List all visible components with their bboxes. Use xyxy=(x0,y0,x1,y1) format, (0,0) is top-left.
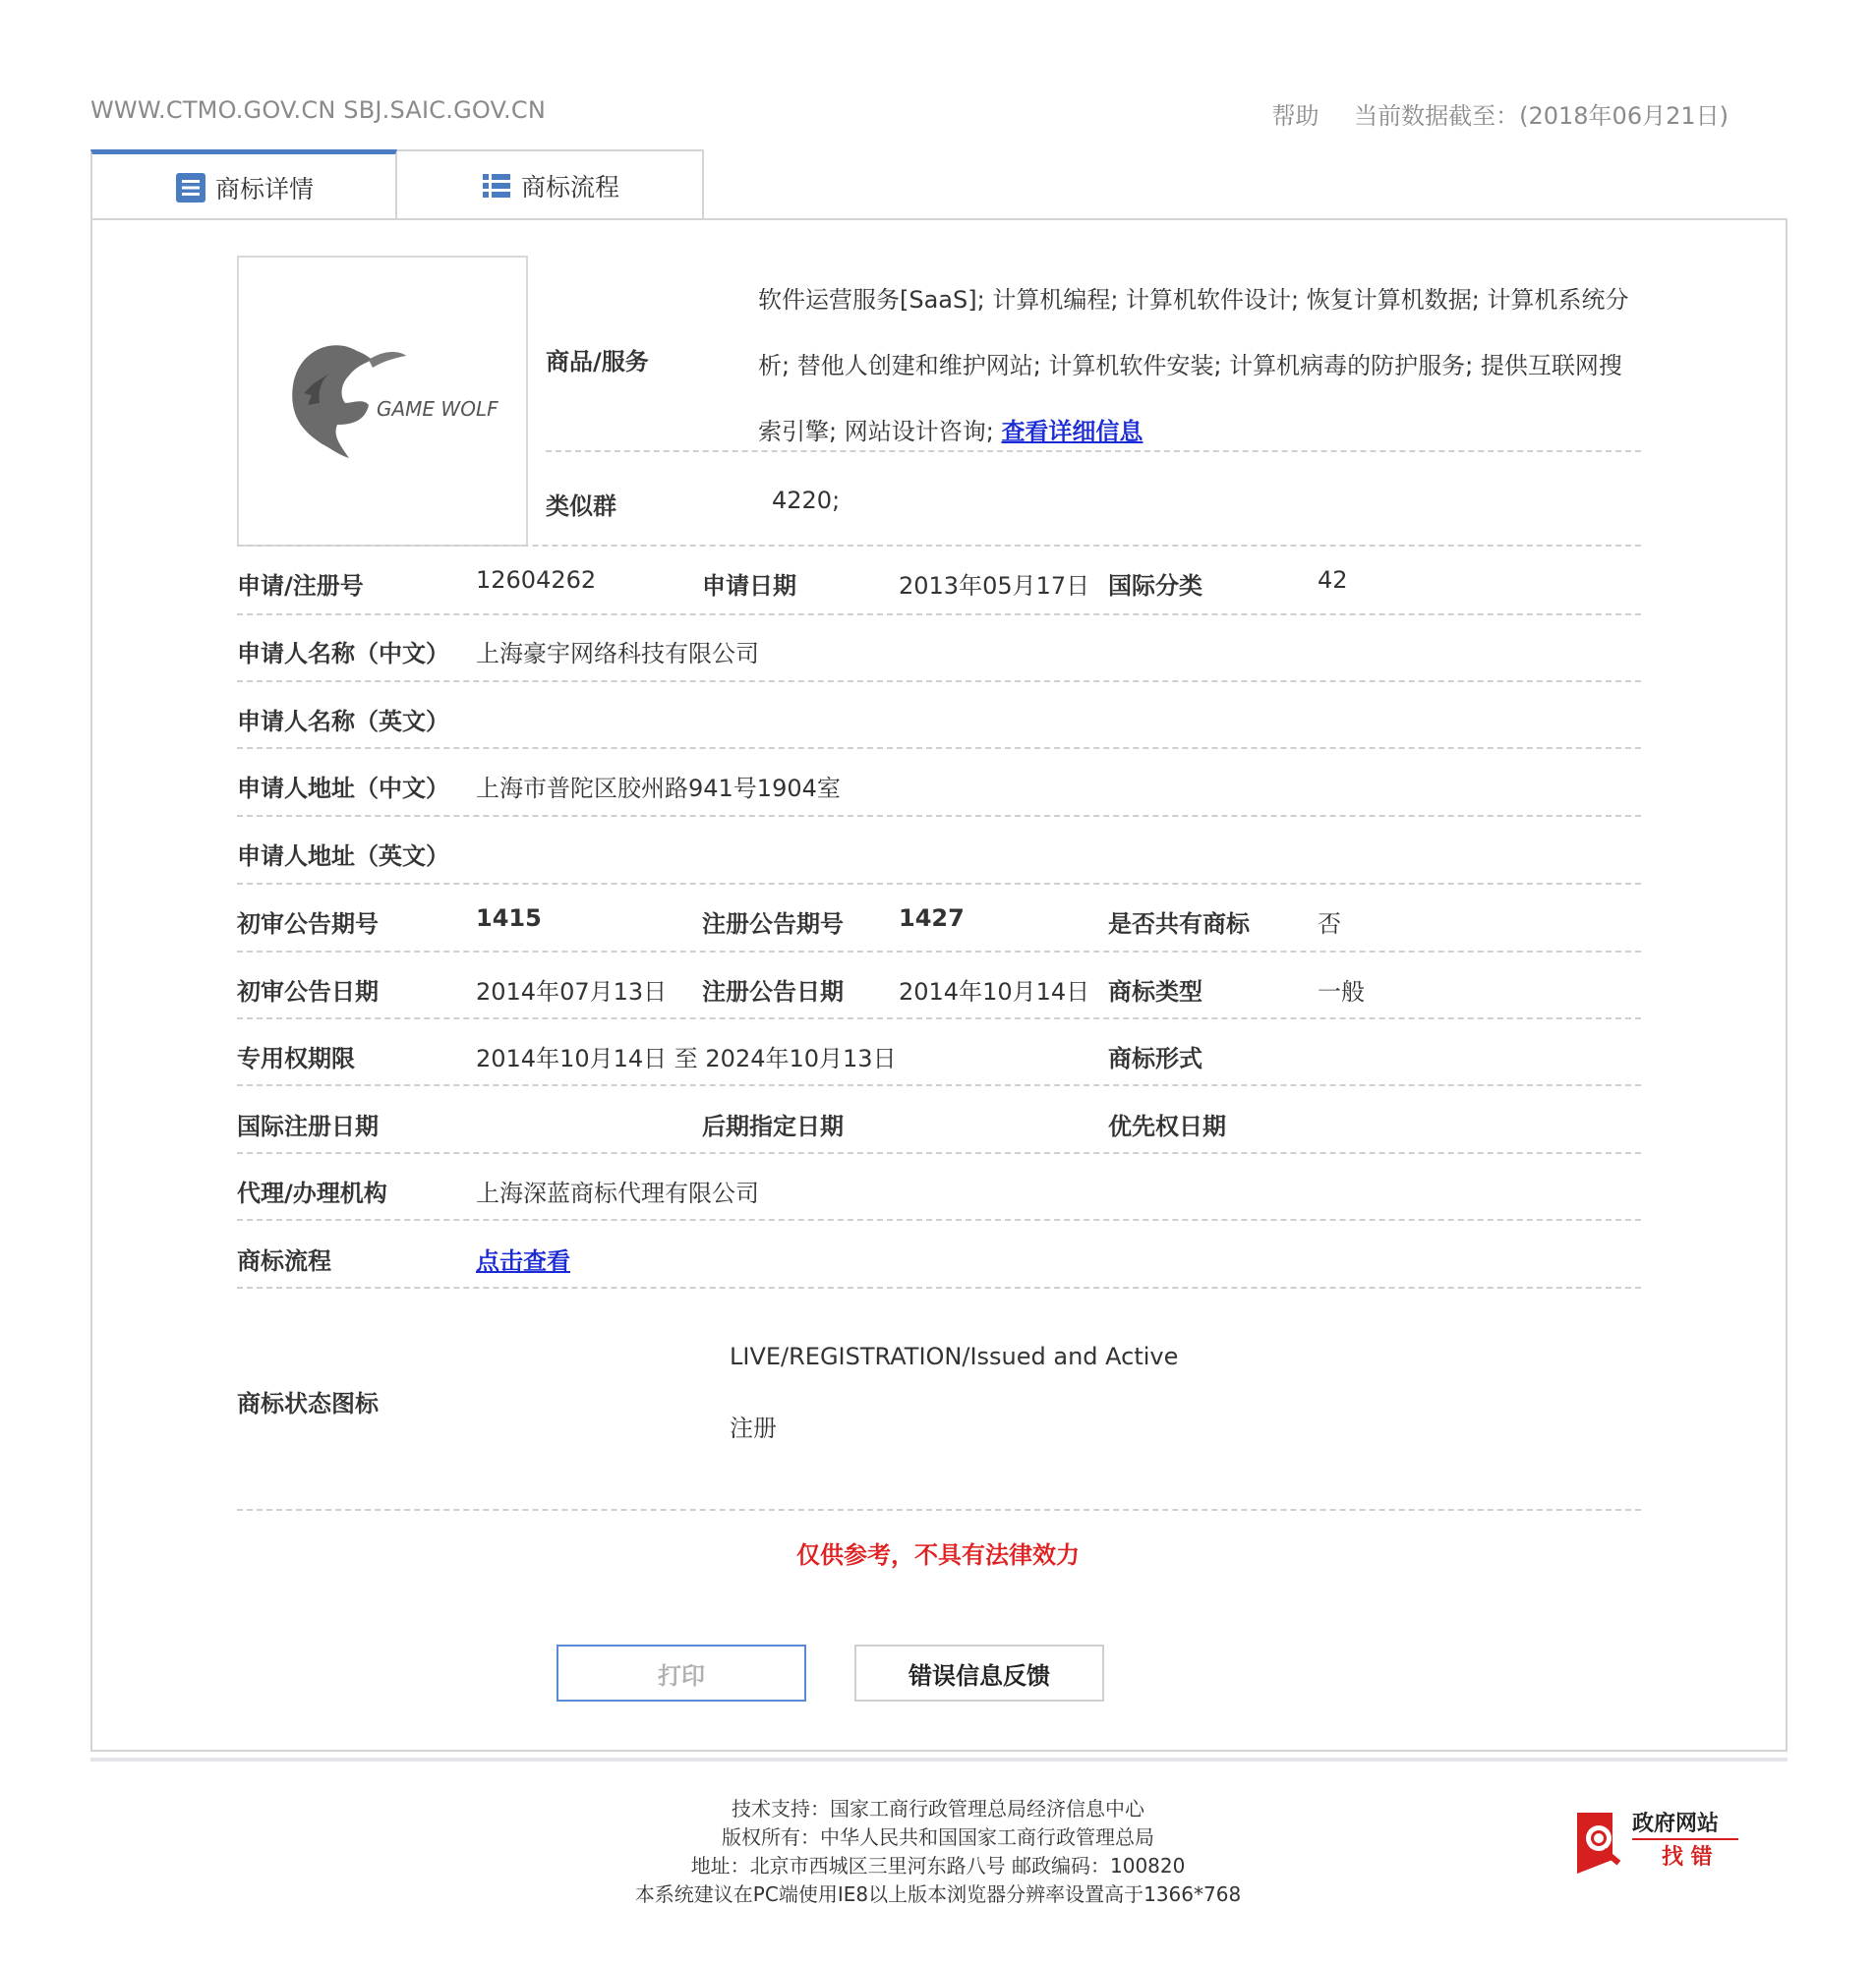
divider xyxy=(237,1219,1641,1221)
footer-tech-support: 技术支持：国家工商行政管理总局经济信息中心 xyxy=(732,1797,1144,1821)
agent-value: 上海深蓝商标代理有限公司 xyxy=(476,1180,759,1207)
address-cn-value: 上海市普陀区胶州路941号1904室 xyxy=(476,775,841,802)
divider xyxy=(237,613,1641,615)
divider xyxy=(237,545,1641,547)
divider xyxy=(237,747,1641,749)
reg-pub-date-label: 注册公告日期 xyxy=(702,978,844,1006)
applicant-cn-label: 申请人名称（中文） xyxy=(237,640,449,667)
magnifier-icon xyxy=(1577,1813,1620,1874)
tab-bar xyxy=(90,149,704,220)
gov-site-error-badge[interactable] xyxy=(1575,1799,1742,1878)
disclaimer: 仅供参考，不具有法律效力 xyxy=(796,1541,1080,1569)
divider xyxy=(237,815,1641,817)
panel-bottom-rule xyxy=(90,1758,1788,1762)
divider xyxy=(546,450,1641,452)
agent-label: 代理/办理机构 xyxy=(237,1180,387,1207)
footer-copyright: 版权所有：中华人民共和国国家工商行政管理总局 xyxy=(722,1825,1154,1849)
status-cn: 注册 xyxy=(730,1415,777,1442)
tab-trademark-process[interactable] xyxy=(397,149,704,220)
tm-form-label: 商标形式 xyxy=(1108,1045,1202,1072)
intl-class-value: 42 xyxy=(1318,566,1348,594)
data-date: 当前数据截至：(2018年06月21日) xyxy=(1354,102,1729,130)
print-button[interactable]: 打印 xyxy=(557,1645,806,1702)
tab-label: 商标流程 xyxy=(520,173,619,202)
prelim-date-label: 初审公告日期 xyxy=(237,978,379,1006)
address-en-label: 申请人地址（英文） xyxy=(237,842,449,870)
address-cn-label: 申请人地址（中文） xyxy=(237,775,449,802)
prelim-date-value: 2014年07月13日 xyxy=(476,978,668,1006)
divider xyxy=(237,1509,1641,1511)
site-url: WWW.CTMO.GOV.CN SBJ.SAIC.GOV.CN xyxy=(90,96,546,124)
reg-no-value: 12604262 xyxy=(476,566,597,594)
tab-label: 商标详情 xyxy=(214,174,314,203)
tab-trademark-detail[interactable] xyxy=(90,149,397,220)
divider xyxy=(237,1017,1641,1019)
footer-browser-note: 本系统建议在PC端使用IE8以上版本浏览器分辨率设置高于1366*768 xyxy=(634,1882,1242,1906)
reg-pub-no-value: 1427 xyxy=(899,904,965,932)
intl-reg-date-label: 国际注册日期 xyxy=(237,1113,379,1140)
error-feedback-button[interactable]: 错误信息反馈 xyxy=(854,1645,1104,1702)
intl-class-label: 国际分类 xyxy=(1108,572,1202,600)
app-date-value: 2013年05月17日 xyxy=(899,572,1090,600)
process-label: 商标流程 xyxy=(237,1247,331,1275)
app-date-label: 申请日期 xyxy=(702,572,796,600)
bullet-list-icon xyxy=(480,169,513,202)
tm-type-label: 商标类型 xyxy=(1108,978,1202,1006)
exclusive-period-value: 2014年10月14日 至 2024年10月13日 xyxy=(476,1045,897,1072)
reg-pub-no-label: 注册公告期号 xyxy=(702,910,844,938)
divider xyxy=(237,1287,1641,1289)
prelim-no-value: 1415 xyxy=(476,904,542,932)
footer-address: 地址：北京市西城区三里河东路八号 邮政编码：100820 xyxy=(690,1854,1186,1878)
goods-list: 软件运营服务[SaaS]; 计算机编程; 计算机软件设计; 恢复计算机数据; 计算机系统分析; 替他人创建和维护网站; 计算机软件安装; 计算机病毒的防护服务; 提供互联网搜索引擎; 网站设计咨询; xyxy=(758,286,1629,445)
trademark-logo xyxy=(237,256,528,547)
applicant-cn-value: 上海豪宇网络科技有限公司 xyxy=(476,640,759,667)
status-en: LIVE/REGISTRATION/Issued and Active xyxy=(730,1343,1179,1370)
divider xyxy=(237,680,1641,682)
later-date-label: 后期指定日期 xyxy=(702,1113,844,1140)
top-right-info xyxy=(1271,96,1729,131)
badge-line2: 找 错 xyxy=(1662,1845,1713,1870)
exclusive-period-label: 专用权期限 xyxy=(237,1045,355,1072)
divider xyxy=(237,1084,1641,1086)
tm-type-value: 一般 xyxy=(1318,978,1365,1006)
logo-wordmark: GAME WOLF xyxy=(377,397,498,421)
status-icon-label: 商标状态图标 xyxy=(237,1390,379,1417)
similar-group-value: 4220; xyxy=(772,487,841,514)
goods-text xyxy=(758,267,1643,465)
process-view-link[interactable]: 点击查看 xyxy=(476,1247,570,1275)
divider xyxy=(237,951,1641,953)
similar-group-label: 类似群 xyxy=(546,492,616,520)
badge-line1: 政府网站 xyxy=(1632,1812,1720,1836)
priority-date-label: 优先权日期 xyxy=(1108,1113,1226,1140)
reg-no-label: 申请/注册号 xyxy=(237,572,364,600)
divider xyxy=(237,1152,1641,1154)
view-detail-link[interactable]: 查看详细信息 xyxy=(1001,418,1143,445)
goods-label: 商品/服务 xyxy=(546,348,649,376)
document-list-icon xyxy=(174,171,207,204)
shared-value: 否 xyxy=(1318,910,1341,938)
prelim-no-label: 初审公告期号 xyxy=(237,910,379,938)
applicant-en-label: 申请人名称（英文） xyxy=(237,708,449,735)
reg-pub-date-value: 2014年10月14日 xyxy=(899,978,1090,1006)
divider xyxy=(237,883,1641,885)
shared-label: 是否共有商标 xyxy=(1108,910,1250,938)
help-link[interactable]: 帮助 xyxy=(1271,102,1319,130)
